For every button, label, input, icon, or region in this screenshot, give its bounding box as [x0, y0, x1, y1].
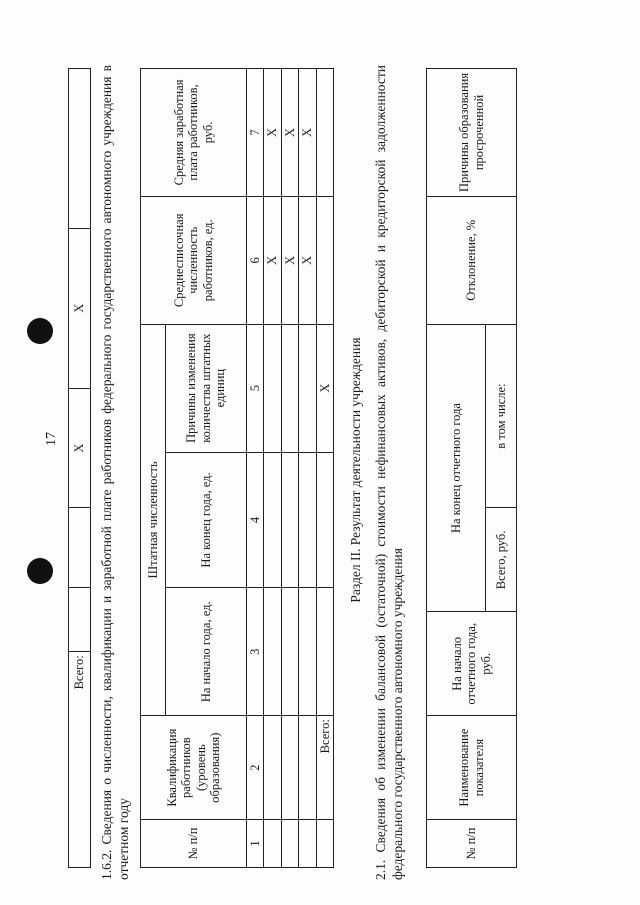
rotated-content: [68, 60, 538, 880]
assets-table: [426, 68, 517, 868]
col-avg-count-header: Среднесписочная численность работников, ед.: [141, 196, 247, 324]
col-start-header: На начало года, ед.: [166, 588, 247, 716]
col-numbers-row: 1 2 3 4 5 6 7: [247, 69, 264, 868]
total-row: [316, 69, 333, 868]
staff-table: [140, 68, 334, 868]
total-label: Всего:: [69, 652, 91, 868]
top-total-table: [68, 68, 91, 868]
punch-hole: [27, 318, 53, 344]
section-2-1-heading: 2.1. Сведения об изменении балансовой (остаточной) стоимости нефинансовых активов, дебиторской и кредиторской задолженности федерального государственного автономного учреждения: [373, 65, 405, 880]
staff-group-header: Штатная численность: [141, 324, 166, 715]
punch-hole: [27, 558, 53, 584]
table-row: X X: [299, 69, 316, 868]
col-incl-header: в том числе:: [486, 324, 517, 508]
section-1-6-2-heading: 1.6.2. Сведения о численности, квалификации и заработной плате работников федерального государственного автономного учреждения в отчетном году: [99, 65, 131, 880]
col-avg-salary-header: Средняя заработная плата работников, руб.: [141, 69, 247, 197]
col-name-header: Наименование показателя: [427, 716, 517, 820]
total-mark: X: [69, 228, 91, 388]
total-label: Всего:: [316, 716, 333, 820]
col-num-header: № п/п: [427, 820, 517, 868]
col-start-header: На начало отчетного года, руб.: [427, 612, 517, 716]
col-deviation-header: Отклонение, %: [427, 196, 517, 324]
table-row: X X: [264, 69, 281, 868]
col-reasons-header: Причины образования просроченной: [427, 69, 517, 197]
section-2-title: Раздел II. Результат деятельности учреждения: [348, 337, 363, 603]
total-mark: X: [69, 388, 91, 508]
col-qualification-header: Квалификация работников (уровень образования): [141, 716, 247, 820]
col-total-header: Всего, руб.: [486, 508, 517, 612]
col-end-header: На конец года, ед.: [166, 452, 247, 588]
end-group-header: На конец отчетного года: [427, 324, 486, 612]
total-reasons-mark: X: [316, 324, 333, 452]
col-num-header: № п/п: [141, 820, 247, 868]
col-reasons-header: Причины изменения количества штатных единиц: [166, 324, 247, 452]
page-number: 17: [44, 432, 59, 446]
table-row: X X: [281, 69, 298, 868]
